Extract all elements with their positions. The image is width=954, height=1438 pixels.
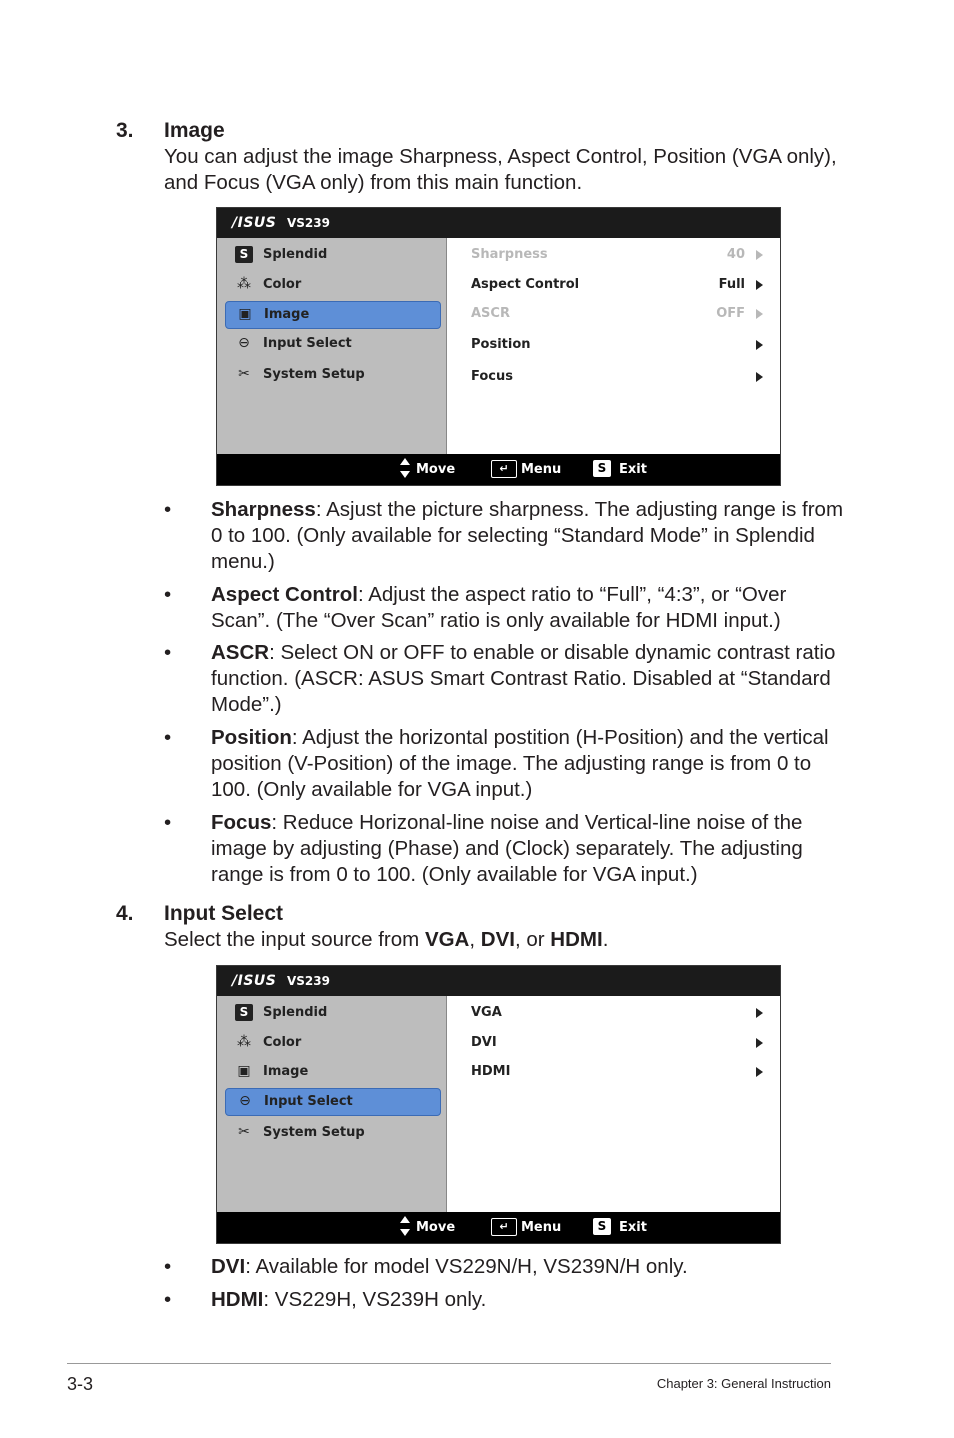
section-number: 4. (116, 902, 134, 925)
exit-button[interactable] (597, 1219, 647, 1235)
section-3-intro: You can adjust the image Sharpness, Aspect Control, Position (VGA only), and Focus (VGA only) from this main function. (164, 145, 837, 194)
bullet-sharpness (164, 497, 844, 575)
osd-item-input-select[interactable] (225, 331, 439, 357)
bullet-text: : Adjust the aspect ratio to “Full”, “4:3”, or “Over Scan”. (The “Over Scan” ratio is only available for HDMI input.) (211, 583, 787, 632)
row-label: Position (471, 337, 531, 352)
intro-text: , or (514, 928, 551, 951)
asus-logo: /ISUS (232, 973, 277, 989)
osd-model: VS239 (287, 974, 330, 988)
intro-text: . (602, 928, 609, 951)
color-icon: ⁂ (237, 276, 251, 292)
arrow-right-icon (756, 372, 763, 382)
osd-main-menu (217, 996, 446, 1212)
osd-title-bar (217, 966, 780, 996)
osd-row-vga[interactable] (471, 1005, 763, 1025)
osd-row-ascr[interactable] (471, 306, 763, 326)
arrow-right-icon (756, 309, 763, 319)
osd-menu-input-select (216, 965, 781, 1244)
chapter-title: Chapter 3: General Instruction (656, 1376, 831, 1391)
menu-label: Menu (521, 1220, 562, 1235)
osd-item-label: Image (264, 307, 310, 322)
row-label: Focus (471, 369, 513, 384)
osd-item-system-setup[interactable] (225, 1120, 439, 1146)
bullet-text: : VS229H, VS239H only. (263, 1288, 487, 1311)
exit-button[interactable] (597, 461, 647, 477)
bullet-term: DVI (211, 1255, 246, 1278)
input-select-icon: ⊖ (238, 335, 250, 351)
exit-label: Exit (619, 462, 647, 477)
bullet-text: : Asjust the picture sharpness. The adjusting range is from 0 to 100. (Only available for selecting “Standard Mode” in Splendid menu.) (211, 498, 844, 573)
bullet-focus (164, 810, 844, 888)
splendid-icon: S (235, 246, 253, 263)
osd-row-focus[interactable] (471, 369, 763, 389)
osd-item-label: Input Select (264, 1094, 353, 1109)
osd-row-dvi[interactable] (471, 1035, 763, 1055)
osd-item-splendid[interactable] (225, 242, 439, 268)
osd-item-image[interactable] (225, 301, 441, 329)
intro-vga: VGA (424, 928, 470, 951)
image-icon: ▣ (238, 306, 252, 322)
section-title: Image (164, 119, 225, 142)
osd-item-label: Color (263, 1035, 302, 1050)
osd-footer (217, 454, 780, 485)
intro-text: , (469, 928, 481, 951)
osd-item-label: Image (263, 1064, 309, 1079)
osd-sub-menu (446, 996, 780, 1212)
bullet-dot: • (164, 1255, 172, 1278)
exit-label: Exit (619, 1220, 647, 1235)
osd-menu-image (216, 207, 781, 486)
menu-enter-icon: ↵ (491, 1218, 517, 1236)
move-button[interactable] (416, 462, 455, 477)
move-label: Move (416, 1220, 456, 1235)
arrow-right-icon (756, 1067, 763, 1077)
osd-item-label: Splendid (263, 247, 328, 262)
bullet-dvi (164, 1254, 844, 1280)
exit-s-icon: S (593, 460, 611, 477)
osd-item-color[interactable] (225, 272, 439, 298)
row-label: Aspect Control (471, 277, 580, 292)
asus-logo: /ISUS (232, 215, 277, 231)
arrow-right-icon (756, 1038, 763, 1048)
bullet-term: ASCR (211, 641, 270, 664)
move-arrows-icon (400, 1216, 410, 1240)
row-label: VGA (471, 1005, 502, 1020)
move-arrows-icon (400, 458, 410, 482)
osd-row-hdmi[interactable] (471, 1064, 763, 1084)
osd-item-label: Color (263, 277, 302, 292)
row-value: Full (718, 277, 745, 292)
osd-item-image[interactable] (225, 1059, 439, 1085)
row-label: Sharpness (471, 247, 548, 262)
section-4-intro (164, 927, 844, 953)
osd-item-label: Splendid (263, 1005, 328, 1020)
section-4-bullets (164, 1254, 844, 1313)
footer-divider (67, 1363, 831, 1364)
osd-item-label: Input Select (263, 336, 352, 351)
row-value: 40 (726, 247, 745, 262)
menu-label: Menu (521, 462, 562, 477)
row-label: ASCR (471, 306, 510, 321)
osd-sub-menu (446, 238, 780, 454)
section-number: 3. (116, 119, 134, 142)
osd-row-position[interactable] (471, 337, 763, 357)
bullet-hdmi (164, 1287, 844, 1313)
osd-main-menu (217, 238, 446, 454)
osd-model: VS239 (287, 216, 330, 230)
bullet-term: HDMI (211, 1288, 264, 1311)
bullet-dot: • (164, 726, 172, 749)
input-select-icon: ⊖ (239, 1093, 251, 1109)
osd-footer (217, 1212, 780, 1243)
osd-item-splendid[interactable] (225, 1000, 439, 1026)
intro-hdmi: HDMI (550, 928, 603, 951)
bullet-text: : Reduce Horizonal-line noise and Vertical-line noise of the image by adjusting (Phase) and (Clock) separately. The adjusting range is from 0 to 100. (Only available for VGA input.) (211, 811, 803, 886)
arrow-right-icon (756, 1008, 763, 1018)
splendid-icon: S (235, 1004, 253, 1021)
row-label: DVI (471, 1035, 497, 1050)
tools-icon: ✂ (238, 366, 250, 382)
bullet-text: : Select ON or OFF to enable or disable dynamic contrast ratio function. (ASCR: ASUS Smart Contrast Ratio. Disabled at “Standard Mode”.) (211, 641, 836, 716)
arrow-right-icon (756, 250, 763, 260)
menu-button[interactable] (499, 1220, 562, 1235)
intro-text: Select the input source from (164, 928, 425, 951)
color-icon: ⁂ (237, 1034, 251, 1050)
osd-row-sharpness[interactable] (471, 247, 763, 267)
move-button[interactable] (416, 1220, 455, 1235)
bullet-term: Sharpness (211, 498, 316, 521)
page-number: 3-3 (67, 1374, 94, 1394)
bullet-dot: • (164, 811, 172, 834)
osd-item-label: System Setup (263, 367, 365, 382)
osd-item-input-select[interactable] (225, 1088, 441, 1116)
bullet-term: Focus (211, 811, 272, 834)
menu-button[interactable] (499, 462, 562, 477)
arrow-right-icon (756, 340, 763, 350)
osd-row-aspect-control[interactable] (471, 277, 763, 297)
section-3-bullets (164, 497, 844, 888)
bullet-term: Aspect Control (211, 583, 358, 606)
section-title: Input Select (164, 902, 284, 925)
arrow-right-icon (756, 280, 763, 290)
osd-item-color[interactable] (225, 1030, 439, 1056)
bullet-dot: • (164, 583, 172, 606)
bullet-aspect-control (164, 582, 844, 634)
osd-item-system-setup[interactable] (225, 362, 439, 388)
bullet-dot: • (164, 498, 172, 521)
bullet-position (164, 725, 844, 803)
bullet-ascr (164, 640, 844, 718)
intro-dvi: DVI (480, 928, 515, 951)
bullet-text: : Adjust the horizontal postition (H-Position) and the vertical position (V-Position) of the image. The adjusting range is from 0 to 100. (Only available for VGA input.) (211, 726, 829, 801)
osd-title-bar (217, 208, 780, 238)
image-icon: ▣ (237, 1063, 251, 1079)
tools-icon: ✂ (238, 1124, 250, 1140)
exit-s-icon: S (593, 1218, 611, 1235)
osd-item-label: System Setup (263, 1125, 365, 1140)
bullet-dot: • (164, 641, 172, 664)
move-label: Move (416, 462, 456, 477)
row-label: HDMI (471, 1064, 511, 1079)
row-value: OFF (716, 306, 745, 321)
bullet-dot: • (164, 1288, 172, 1311)
menu-enter-icon: ↵ (491, 460, 517, 478)
bullet-text: : Available for model VS229N/H, VS239N/H only. (245, 1255, 688, 1278)
bullet-term: Position (211, 726, 292, 749)
